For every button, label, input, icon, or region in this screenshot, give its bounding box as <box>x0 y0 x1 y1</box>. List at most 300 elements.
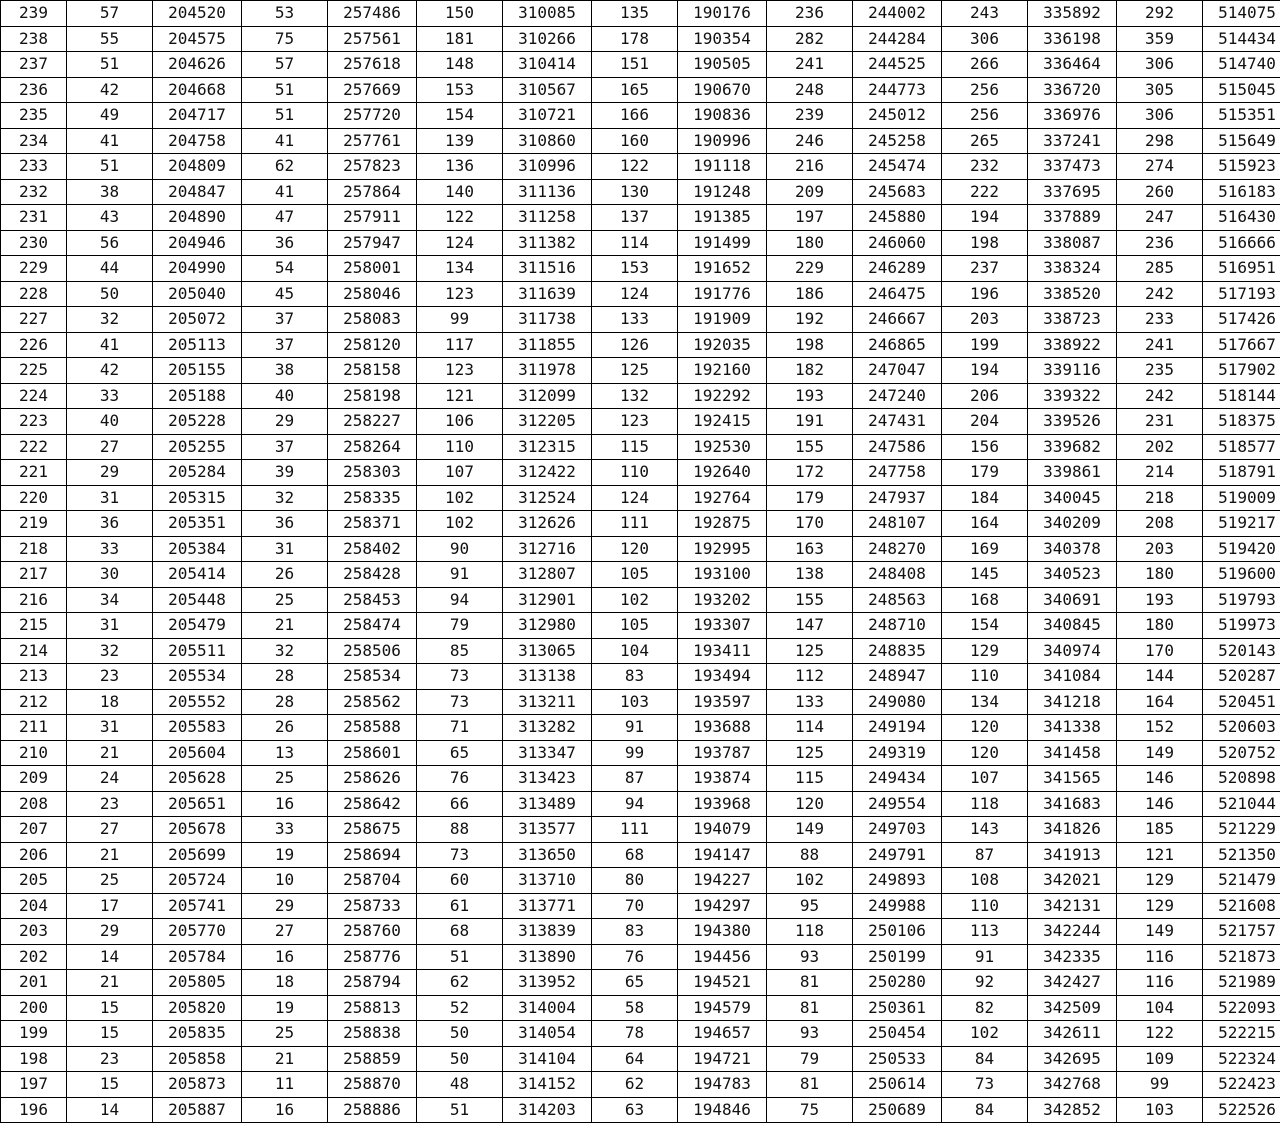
cumulative-cell: 311978 <box>503 358 592 384</box>
cumulative-cell: 258562 <box>328 689 417 715</box>
count-cell: 305 <box>1117 77 1203 103</box>
table-row <box>1 919 1280 945</box>
count-cell: 193 <box>767 383 853 409</box>
cumulative-cell: 246667 <box>853 307 942 333</box>
count-cell: 180 <box>767 230 853 256</box>
cumulative-cell: 205873 <box>153 1072 242 1098</box>
score-cell: 215 <box>1 613 67 639</box>
cumulative-cell: 257864 <box>328 179 417 205</box>
cumulative-cell: 522093 <box>1203 995 1280 1021</box>
cumulative-cell: 205255 <box>153 434 242 460</box>
cumulative-cell: 341218 <box>1028 689 1117 715</box>
count-cell: 182 <box>767 358 853 384</box>
count-cell: 102 <box>767 868 853 894</box>
count-cell: 26 <box>242 562 328 588</box>
count-cell: 194 <box>942 205 1028 231</box>
count-cell: 208 <box>1117 511 1203 537</box>
cumulative-cell: 258760 <box>328 919 417 945</box>
count-cell: 132 <box>592 383 678 409</box>
count-cell: 65 <box>592 970 678 996</box>
cumulative-cell: 244525 <box>853 52 942 78</box>
score-cell: 201 <box>1 970 67 996</box>
count-cell: 204 <box>942 409 1028 435</box>
count-cell: 194 <box>942 358 1028 384</box>
cumulative-cell: 313839 <box>503 919 592 945</box>
count-cell: 149 <box>1117 740 1203 766</box>
cumulative-cell: 204990 <box>153 256 242 282</box>
count-cell: 105 <box>592 613 678 639</box>
cumulative-cell: 515351 <box>1203 103 1280 129</box>
table-row <box>1 332 1280 358</box>
cumulative-cell: 340691 <box>1028 587 1117 613</box>
table-row <box>1 766 1280 792</box>
cumulative-cell: 204847 <box>153 179 242 205</box>
cumulative-cell: 205724 <box>153 868 242 894</box>
cumulative-cell: 205678 <box>153 817 242 843</box>
count-cell: 116 <box>1117 970 1203 996</box>
cumulative-cell: 312716 <box>503 536 592 562</box>
cumulative-cell: 258428 <box>328 562 417 588</box>
table-row <box>1 77 1280 103</box>
cumulative-cell: 250199 <box>853 944 942 970</box>
count-cell: 29 <box>242 409 328 435</box>
cumulative-cell: 520752 <box>1203 740 1280 766</box>
count-cell: 110 <box>592 460 678 486</box>
table-row <box>1 511 1280 537</box>
cumulative-cell: 205858 <box>153 1046 242 1072</box>
count-cell: 24 <box>67 766 153 792</box>
score-cell: 223 <box>1 409 67 435</box>
table-row <box>1 740 1280 766</box>
count-cell: 110 <box>942 664 1028 690</box>
cumulative-cell: 246060 <box>853 230 942 256</box>
cumulative-cell: 258794 <box>328 970 417 996</box>
cumulative-cell: 310266 <box>503 26 592 52</box>
count-cell: 42 <box>67 358 153 384</box>
cumulative-cell: 258642 <box>328 791 417 817</box>
count-cell: 202 <box>1117 434 1203 460</box>
cumulative-cell: 205741 <box>153 893 242 919</box>
count-cell: 73 <box>417 842 503 868</box>
count-cell: 40 <box>242 383 328 409</box>
cumulative-cell: 257947 <box>328 230 417 256</box>
count-cell: 170 <box>767 511 853 537</box>
cumulative-cell: 339116 <box>1028 358 1117 384</box>
count-cell: 124 <box>417 230 503 256</box>
score-cell: 204 <box>1 893 67 919</box>
cumulative-cell: 342427 <box>1028 970 1117 996</box>
score-cell: 210 <box>1 740 67 766</box>
cumulative-cell: 194521 <box>678 970 767 996</box>
table-row <box>1 995 1280 1021</box>
cumulative-cell: 190176 <box>678 1 767 27</box>
count-cell: 37 <box>242 332 328 358</box>
cumulative-cell: 341826 <box>1028 817 1117 843</box>
cumulative-cell: 337889 <box>1028 205 1117 231</box>
cumulative-cell: 514434 <box>1203 26 1280 52</box>
count-cell: 28 <box>242 664 328 690</box>
cumulative-cell: 246865 <box>853 332 942 358</box>
count-cell: 48 <box>417 1072 503 1098</box>
count-cell: 65 <box>417 740 503 766</box>
count-cell: 95 <box>767 893 853 919</box>
count-cell: 164 <box>1117 689 1203 715</box>
cumulative-cell: 340845 <box>1028 613 1117 639</box>
cumulative-cell: 192995 <box>678 536 767 562</box>
cumulative-cell: 205072 <box>153 307 242 333</box>
score-cell: 200 <box>1 995 67 1021</box>
cumulative-cell: 258813 <box>328 995 417 1021</box>
cumulative-cell: 258601 <box>328 740 417 766</box>
count-cell: 27 <box>242 919 328 945</box>
count-cell: 28 <box>242 689 328 715</box>
count-cell: 41 <box>242 179 328 205</box>
score-cell: 221 <box>1 460 67 486</box>
cumulative-cell: 204890 <box>153 205 242 231</box>
count-cell: 115 <box>592 434 678 460</box>
count-cell: 147 <box>767 613 853 639</box>
count-cell: 198 <box>767 332 853 358</box>
count-cell: 62 <box>417 970 503 996</box>
cumulative-cell: 312524 <box>503 485 592 511</box>
cumulative-cell: 310414 <box>503 52 592 78</box>
count-cell: 51 <box>67 154 153 180</box>
score-cell: 222 <box>1 434 67 460</box>
cumulative-cell: 191248 <box>678 179 767 205</box>
count-cell: 102 <box>942 1021 1028 1047</box>
count-cell: 129 <box>1117 868 1203 894</box>
cumulative-cell: 340378 <box>1028 536 1117 562</box>
count-cell: 216 <box>767 154 853 180</box>
table-row <box>1 409 1280 435</box>
cumulative-cell: 310085 <box>503 1 592 27</box>
count-cell: 239 <box>767 103 853 129</box>
count-cell: 306 <box>942 26 1028 52</box>
count-cell: 94 <box>592 791 678 817</box>
cumulative-cell: 313771 <box>503 893 592 919</box>
table-row <box>1 52 1280 78</box>
count-cell: 16 <box>242 791 328 817</box>
count-cell: 10 <box>242 868 328 894</box>
count-cell: 282 <box>767 26 853 52</box>
cumulative-cell: 519973 <box>1203 613 1280 639</box>
count-cell: 229 <box>767 256 853 282</box>
cumulative-cell: 205534 <box>153 664 242 690</box>
cumulative-cell: 205188 <box>153 383 242 409</box>
cumulative-cell: 249434 <box>853 766 942 792</box>
cumulative-cell: 257486 <box>328 1 417 27</box>
cumulative-cell: 313065 <box>503 638 592 664</box>
cumulative-cell: 205651 <box>153 791 242 817</box>
count-cell: 103 <box>592 689 678 715</box>
cumulative-cell: 521989 <box>1203 970 1280 996</box>
cumulative-cell: 245880 <box>853 205 942 231</box>
cumulative-cell: 342244 <box>1028 919 1117 945</box>
score-cell: 202 <box>1 944 67 970</box>
count-cell: 246 <box>767 128 853 154</box>
count-cell: 51 <box>67 52 153 78</box>
cumulative-cell: 248270 <box>853 536 942 562</box>
count-cell: 15 <box>67 1072 153 1098</box>
score-cell: 238 <box>1 26 67 52</box>
cumulative-cell: 205784 <box>153 944 242 970</box>
score-cell: 218 <box>1 536 67 562</box>
count-cell: 160 <box>592 128 678 154</box>
cumulative-cell: 247758 <box>853 460 942 486</box>
cumulative-cell: 248947 <box>853 664 942 690</box>
cumulative-cell: 342509 <box>1028 995 1117 1021</box>
cumulative-cell: 193874 <box>678 766 767 792</box>
cumulative-cell: 520143 <box>1203 638 1280 664</box>
cumulative-cell: 336720 <box>1028 77 1117 103</box>
cumulative-cell: 312901 <box>503 587 592 613</box>
cumulative-cell: 341338 <box>1028 715 1117 741</box>
cumulative-cell: 313347 <box>503 740 592 766</box>
cumulative-cell: 258704 <box>328 868 417 894</box>
count-cell: 88 <box>417 817 503 843</box>
score-cell: 225 <box>1 358 67 384</box>
cumulative-cell: 338324 <box>1028 256 1117 282</box>
count-cell: 110 <box>417 434 503 460</box>
cumulative-cell: 194846 <box>678 1097 767 1123</box>
score-cell: 207 <box>1 817 67 843</box>
cumulative-cell: 516951 <box>1203 256 1280 282</box>
cumulative-cell: 204520 <box>153 1 242 27</box>
count-cell: 56 <box>67 230 153 256</box>
table-body <box>1 1 1280 1123</box>
count-cell: 203 <box>1117 536 1203 562</box>
cumulative-cell: 193597 <box>678 689 767 715</box>
count-cell: 123 <box>417 281 503 307</box>
cumulative-cell: 194721 <box>678 1046 767 1072</box>
cumulative-cell: 258198 <box>328 383 417 409</box>
cumulative-cell: 339526 <box>1028 409 1117 435</box>
cumulative-cell: 336976 <box>1028 103 1117 129</box>
count-cell: 222 <box>942 179 1028 205</box>
cumulative-cell: 192415 <box>678 409 767 435</box>
count-cell: 37 <box>242 434 328 460</box>
cumulative-cell: 521479 <box>1203 868 1280 894</box>
cumulative-cell: 313890 <box>503 944 592 970</box>
count-cell: 198 <box>942 230 1028 256</box>
count-cell: 133 <box>592 307 678 333</box>
cumulative-cell: 519600 <box>1203 562 1280 588</box>
count-cell: 54 <box>242 256 328 282</box>
count-cell: 256 <box>942 103 1028 129</box>
cumulative-cell: 310860 <box>503 128 592 154</box>
count-cell: 130 <box>592 179 678 205</box>
count-cell: 78 <box>592 1021 678 1047</box>
count-cell: 68 <box>592 842 678 868</box>
cumulative-cell: 205820 <box>153 995 242 1021</box>
cumulative-cell: 194227 <box>678 868 767 894</box>
count-cell: 265 <box>942 128 1028 154</box>
cumulative-cell: 193202 <box>678 587 767 613</box>
count-cell: 60 <box>417 868 503 894</box>
score-cell: 228 <box>1 281 67 307</box>
cumulative-cell: 258626 <box>328 766 417 792</box>
cumulative-cell: 312315 <box>503 434 592 460</box>
count-cell: 124 <box>592 485 678 511</box>
count-cell: 109 <box>1117 1046 1203 1072</box>
cumulative-cell: 522526 <box>1203 1097 1280 1123</box>
cumulative-cell: 250614 <box>853 1072 942 1098</box>
cumulative-cell: 247937 <box>853 485 942 511</box>
count-cell: 110 <box>942 893 1028 919</box>
count-cell: 214 <box>1117 460 1203 486</box>
cumulative-cell: 258534 <box>328 664 417 690</box>
count-cell: 82 <box>942 995 1028 1021</box>
count-cell: 32 <box>242 638 328 664</box>
count-cell: 116 <box>1117 944 1203 970</box>
count-cell: 18 <box>67 689 153 715</box>
cumulative-cell: 518577 <box>1203 434 1280 460</box>
count-cell: 120 <box>942 715 1028 741</box>
count-cell: 85 <box>417 638 503 664</box>
cumulative-cell: 342611 <box>1028 1021 1117 1047</box>
count-cell: 120 <box>767 791 853 817</box>
table-row <box>1 103 1280 129</box>
cumulative-cell: 522324 <box>1203 1046 1280 1072</box>
cumulative-cell: 338520 <box>1028 281 1117 307</box>
count-cell: 31 <box>242 536 328 562</box>
score-cell: 205 <box>1 868 67 894</box>
cumulative-cell: 205770 <box>153 919 242 945</box>
count-cell: 236 <box>1117 230 1203 256</box>
cumulative-cell: 258120 <box>328 332 417 358</box>
table-row <box>1 842 1280 868</box>
score-cell: 216 <box>1 587 67 613</box>
count-cell: 80 <box>592 868 678 894</box>
count-cell: 197 <box>767 205 853 231</box>
count-cell: 36 <box>242 511 328 537</box>
score-cell: 233 <box>1 154 67 180</box>
count-cell: 180 <box>1117 613 1203 639</box>
count-cell: 50 <box>67 281 153 307</box>
cumulative-cell: 205583 <box>153 715 242 741</box>
count-cell: 99 <box>417 307 503 333</box>
cumulative-cell: 342335 <box>1028 944 1117 970</box>
count-cell: 115 <box>767 766 853 792</box>
count-cell: 73 <box>417 689 503 715</box>
cumulative-cell: 310721 <box>503 103 592 129</box>
count-cell: 62 <box>242 154 328 180</box>
count-cell: 153 <box>417 77 503 103</box>
score-cell: 226 <box>1 332 67 358</box>
count-cell: 81 <box>767 995 853 1021</box>
cumulative-cell: 193100 <box>678 562 767 588</box>
cumulative-cell: 312099 <box>503 383 592 409</box>
cumulative-cell: 311738 <box>503 307 592 333</box>
count-cell: 169 <box>942 536 1028 562</box>
count-cell: 121 <box>417 383 503 409</box>
count-cell: 13 <box>242 740 328 766</box>
table-row <box>1 1097 1280 1123</box>
count-cell: 125 <box>767 638 853 664</box>
count-cell: 247 <box>1117 205 1203 231</box>
cumulative-cell: 205448 <box>153 587 242 613</box>
cumulative-cell: 341913 <box>1028 842 1117 868</box>
count-cell: 155 <box>767 587 853 613</box>
cumulative-cell: 258264 <box>328 434 417 460</box>
cumulative-cell: 518375 <box>1203 409 1280 435</box>
cumulative-cell: 338723 <box>1028 307 1117 333</box>
cumulative-cell: 337695 <box>1028 179 1117 205</box>
count-cell: 19 <box>242 995 328 1021</box>
count-cell: 71 <box>417 715 503 741</box>
count-cell: 53 <box>242 1 328 27</box>
cumulative-cell: 193968 <box>678 791 767 817</box>
cumulative-cell: 258675 <box>328 817 417 843</box>
count-cell: 29 <box>242 893 328 919</box>
count-cell: 11 <box>242 1072 328 1098</box>
cumulative-cell: 339682 <box>1028 434 1117 460</box>
cumulative-cell: 521608 <box>1203 893 1280 919</box>
cumulative-cell: 520898 <box>1203 766 1280 792</box>
count-cell: 73 <box>942 1072 1028 1098</box>
score-cell: 198 <box>1 1046 67 1072</box>
count-cell: 21 <box>67 970 153 996</box>
cumulative-cell: 521044 <box>1203 791 1280 817</box>
cumulative-cell: 205604 <box>153 740 242 766</box>
table-row <box>1 1046 1280 1072</box>
cumulative-cell: 517193 <box>1203 281 1280 307</box>
cumulative-cell: 191118 <box>678 154 767 180</box>
count-cell: 99 <box>592 740 678 766</box>
count-cell: 206 <box>942 383 1028 409</box>
table-row <box>1 307 1280 333</box>
count-cell: 51 <box>242 103 328 129</box>
cumulative-cell: 250106 <box>853 919 942 945</box>
count-cell: 139 <box>417 128 503 154</box>
score-cell: 203 <box>1 919 67 945</box>
count-cell: 232 <box>942 154 1028 180</box>
count-cell: 26 <box>242 715 328 741</box>
cumulative-cell: 519420 <box>1203 536 1280 562</box>
cumulative-cell: 247431 <box>853 409 942 435</box>
count-cell: 31 <box>67 485 153 511</box>
count-cell: 104 <box>1117 995 1203 1021</box>
score-cell: 234 <box>1 128 67 154</box>
cumulative-cell: 518791 <box>1203 460 1280 486</box>
count-cell: 103 <box>1117 1097 1203 1123</box>
cumulative-cell: 193688 <box>678 715 767 741</box>
cumulative-cell: 311136 <box>503 179 592 205</box>
cumulative-cell: 247240 <box>853 383 942 409</box>
cumulative-cell: 514740 <box>1203 52 1280 78</box>
count-cell: 42 <box>67 77 153 103</box>
count-cell: 231 <box>1117 409 1203 435</box>
cumulative-cell: 337241 <box>1028 128 1117 154</box>
cumulative-cell: 312807 <box>503 562 592 588</box>
cumulative-cell: 311855 <box>503 332 592 358</box>
count-cell: 192 <box>767 307 853 333</box>
count-cell: 153 <box>592 256 678 282</box>
cumulative-cell: 248835 <box>853 638 942 664</box>
count-cell: 118 <box>767 919 853 945</box>
table-row <box>1 944 1280 970</box>
table-row <box>1 715 1280 741</box>
count-cell: 111 <box>592 817 678 843</box>
cumulative-cell: 249703 <box>853 817 942 843</box>
cumulative-cell: 192875 <box>678 511 767 537</box>
cumulative-cell: 341683 <box>1028 791 1117 817</box>
count-cell: 150 <box>417 1 503 27</box>
count-cell: 106 <box>417 409 503 435</box>
count-cell: 49 <box>67 103 153 129</box>
count-cell: 84 <box>942 1046 1028 1072</box>
count-cell: 133 <box>767 689 853 715</box>
